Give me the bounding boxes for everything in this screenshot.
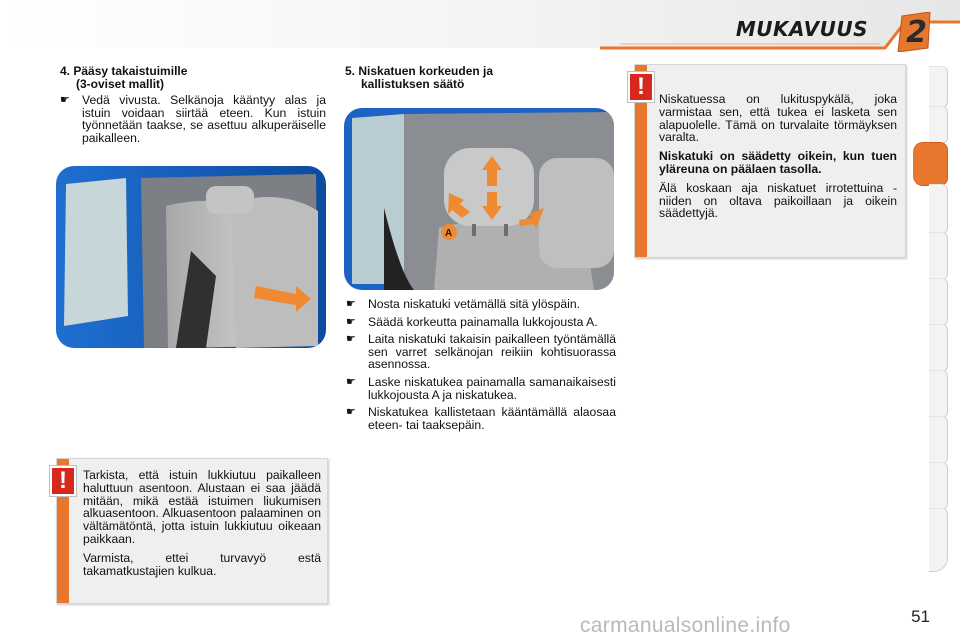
pointer-icon: ☛ [60, 94, 70, 106]
exclamation-icon: ! [50, 466, 76, 496]
warning-text-left: Tarkista, että istuin lukkiutuu paikalleen haluttuun asentoon. Alustaan ei saa jäädä mitään, mikä estää istuimen liukumisen alkuasentoon. Alkuasentoon palaaminen on vältämätöntä, jotta istuin lukkiutuu oikeaan paikkaan. Varmista, ettei turvavyö estä takamatkustajien kulkua. [83, 468, 321, 578]
section-4-bullets [60, 94, 326, 149]
list-item: ☛ Laske niskatukea painamalla samanaikaisesti lukkojousta A ja niskatukea. [346, 374, 616, 402]
chapter-tabs [926, 66, 948, 576]
chapter-tab-active[interactable] [913, 142, 948, 186]
chapter-tab[interactable] [929, 106, 948, 144]
chapter-tab[interactable] [929, 462, 948, 510]
pointer-icon: ☛ [346, 298, 356, 310]
pointer-icon: ☛ [346, 333, 356, 346]
chapter-tab[interactable] [929, 184, 948, 234]
chapter-tab[interactable] [929, 66, 948, 108]
warning-text-right: Niskatuessa on lukitusрykälä, joka varmistaa sen, että tukea ei lasketa sen alapuolelle. Tämä on turvalaite törmäyksen varalta. Niskatuki on säädetty oikein, kun tuen yläreuna on päälaen tasolla. Älä koskaan aja niskatuet irrotettuina - niiden on oltava paikoillaan ja oikein säädettyjä. [659, 92, 897, 221]
pointer-icon: ☛ [346, 315, 356, 328]
chapter-number: 2 [906, 15, 927, 50]
chapter-tab[interactable] [929, 324, 948, 372]
rear-seat-photo [56, 166, 326, 348]
chapter-title: MUKAVUUS [735, 17, 868, 41]
list-item: ☛ Niskatukea kallistetaan kääntämällä alaosaa eteen- tai taaksepäin. [346, 405, 616, 432]
lock-spring-label: A [445, 228, 453, 239]
section-5-bullets [346, 298, 616, 436]
headrest-photo [344, 108, 614, 290]
chapter-tab[interactable] [929, 508, 948, 572]
warning-box-left [56, 458, 328, 604]
watermark: carmanualsonline.info [580, 614, 791, 637]
list-item: ☛ Laita niskatuki takaisin paikalleen työntämällä sen varret selkänojan reikiin kohtisuorassa asennossa. [346, 332, 616, 372]
chapter-tab[interactable] [929, 232, 948, 280]
section-5-title: 5. Niskatuen korkeuden ja kallistuksen säätö [345, 64, 494, 91]
chapter-tab[interactable] [929, 278, 948, 326]
chapter-tab[interactable] [929, 370, 948, 418]
page-number: 51 [911, 607, 930, 626]
section-4-title: 4. Pääsy takaistuimille (3-oviset mallit) [60, 64, 188, 91]
list-item: ☛ Säädä korkeutta painamalla lukkojousta A. [346, 314, 598, 329]
list-item: ☛ Vedä vivusta. Selkänoja kääntyy alas ja istuin voidaan siirtää eteen. Kun istuin työnnetään taakse, se asettuu alkuperäiselle paikalleen. [60, 93, 326, 145]
chapter-tab[interactable] [929, 416, 948, 464]
pointer-icon: ☛ [346, 406, 356, 419]
list-item: ☛ Nosta niskatuki vetämällä sitä ylöspäin. [346, 297, 581, 311]
warning-box-right [634, 64, 906, 258]
pointer-icon: ☛ [346, 375, 356, 388]
exclamation-icon: ! [628, 72, 654, 102]
